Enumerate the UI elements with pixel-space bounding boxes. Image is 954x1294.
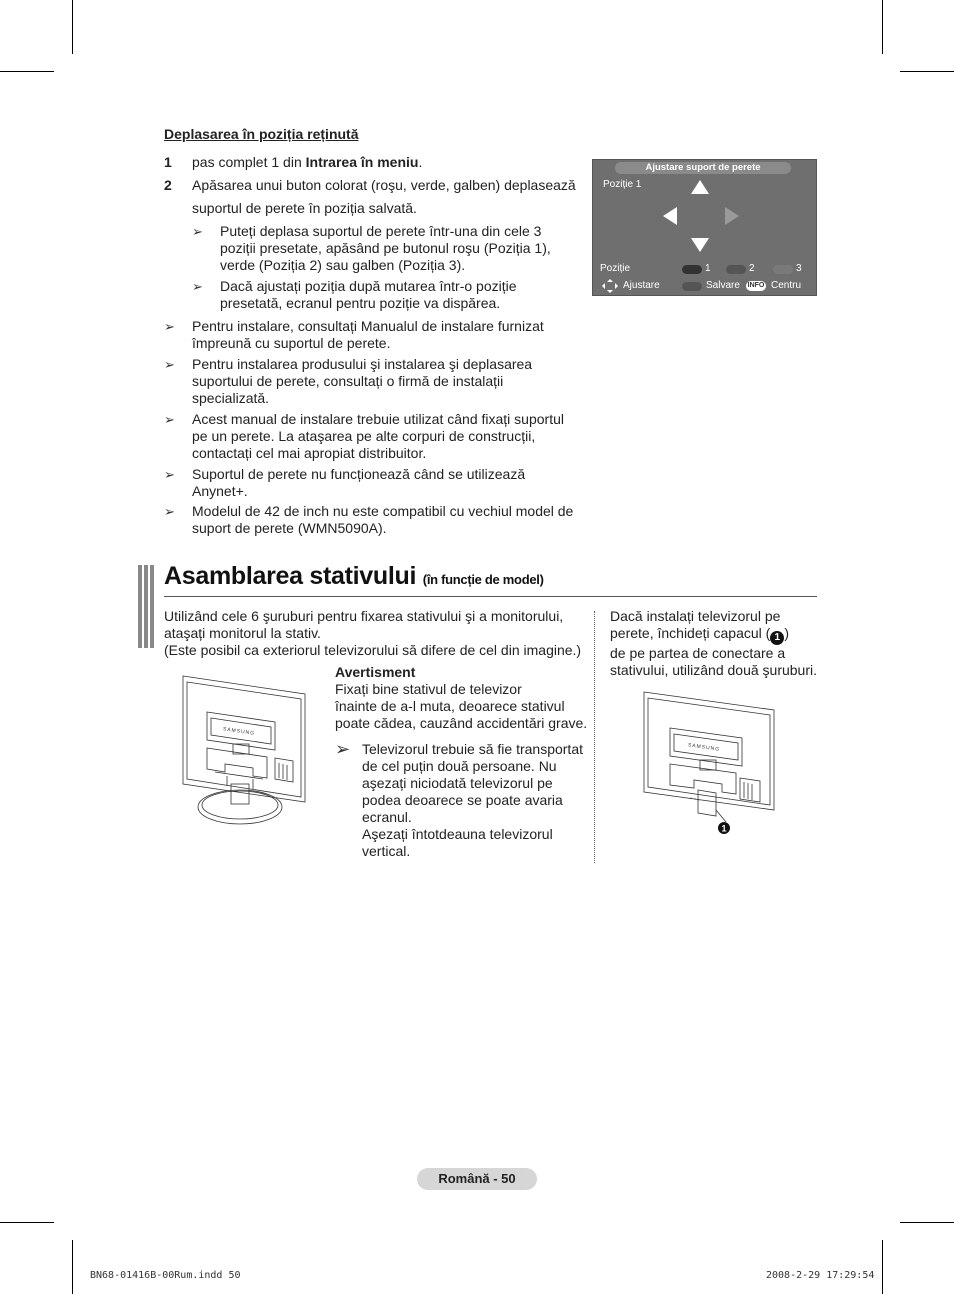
note (192, 503, 573, 537)
step-text (192, 154, 422, 171)
callout-1-icon: 1 (770, 631, 784, 645)
osd-direction-pad (655, 178, 745, 254)
crop-mark (72, 1240, 73, 1294)
green-button-icon[interactable] (726, 265, 746, 274)
line: (Este posibil ca exteriorul televizorului să difere de cel din imagine.) (164, 642, 582, 658)
line: podea deoarece se poate avaria (362, 792, 563, 808)
line: Televizorul trebuie să fie transportat (362, 741, 583, 757)
osd-save-label: Salvare (706, 280, 740, 291)
note (192, 318, 544, 352)
line: suport de perete (WMN5090A). (192, 520, 387, 536)
osd-row-label: Poziție (600, 263, 631, 274)
arrow-up-icon[interactable] (691, 180, 709, 194)
step-text: suportul de perete în poziția salvată. (192, 200, 417, 216)
sub-note (220, 223, 551, 274)
crop-mark (72, 0, 73, 54)
side-bar-decoration (150, 565, 154, 648)
crop-mark (0, 1222, 54, 1223)
line: Suportul de perete nu funcționează când se utilizează (192, 466, 526, 482)
line: Anynet+. (192, 483, 248, 499)
line: vertical. (362, 843, 411, 859)
warning-block (335, 664, 587, 732)
note-arrow-icon: ➢ (192, 224, 203, 239)
osd-wall-mount-panel (592, 159, 817, 296)
tv-wall-cover-illustration (640, 690, 780, 838)
line (610, 625, 817, 645)
callout-number: 1 (721, 823, 727, 834)
step-number: 1 (164, 154, 172, 170)
line: verde (Poziția 2) sau galben (Poziția 3). (220, 257, 466, 273)
transport-tip (362, 741, 583, 860)
step-number: 2 (164, 177, 172, 193)
brand-logo: SAMSUNG (222, 726, 256, 737)
line: contactați cel mai apropiat distribuitor. (192, 445, 427, 461)
line: Acest manual de instalare trebuie utilizat când fixați suportul (192, 411, 564, 427)
osd-center-label: Centru (771, 280, 802, 291)
footer-file: BN68-01416B-00Rum.indd 50 (90, 1270, 241, 1281)
wall-install-text (610, 608, 817, 679)
line: poate cădea, cauzând accidentări grave. (335, 715, 588, 731)
note-arrow-icon: ➢ (164, 467, 175, 482)
line: ecranul. (362, 809, 412, 825)
line: ataşați monitorul la stativ. (164, 625, 321, 641)
note (192, 356, 532, 407)
crop-mark (900, 71, 954, 72)
section-heading: Deplasarea în poziția reținută (164, 126, 359, 142)
sub-note (220, 278, 517, 312)
line: Modelul de 42 de inch nu este compatibil cu vechiul model de (192, 503, 574, 519)
line: pe un perete. La ataşarea pe alte corpuri de construcții, (192, 428, 536, 444)
step-text-post: . (418, 154, 423, 170)
move-icon (602, 279, 618, 293)
blue-button-icon[interactable] (682, 282, 702, 291)
osd-title: Ajustare suport de perete (615, 162, 791, 174)
assembly-intro (164, 608, 581, 659)
title-main: Asamblarea stativului (164, 562, 417, 590)
note-arrow-icon: ➢ (335, 739, 351, 759)
osd-control-row (593, 279, 816, 295)
line: înainte de a-l muta, deoarece stativul (335, 698, 565, 714)
step-text-bold: Intrarea în meniu (305, 154, 419, 170)
osd-position-label: Poziție 1 (603, 179, 642, 190)
page-number: Română - 50 (417, 1168, 537, 1190)
osd-position-value: 2 (749, 263, 755, 274)
title-subtitle: (în funcție de model) (422, 572, 544, 587)
page-title (164, 562, 544, 591)
line: Pentru instalarea produsului şi instalarea şi deplasarea (192, 356, 533, 372)
line: presetată, ecranul pentru poziție va dispărea. (220, 295, 501, 311)
line: de cel puțin două persoane. Nu (362, 758, 557, 774)
crop-mark (882, 0, 883, 54)
line: stativului, utilizând două şuruburi. (610, 662, 818, 678)
line: Pentru instalare, consultați Manualul de instalare furnizat (192, 318, 544, 334)
footer-date: 2008-2-29 17:29:54 (766, 1270, 875, 1281)
crop-mark (0, 71, 54, 72)
tv-stand-illustration (175, 672, 310, 832)
info-button-icon[interactable]: INFO (747, 282, 765, 289)
osd-position-value: 1 (705, 263, 711, 274)
arrow-left-icon[interactable] (663, 207, 677, 225)
line: Puteți deplasa suportul de perete într-una din cele 3 (220, 223, 542, 239)
line: Fixați bine stativul de televizor (335, 681, 522, 697)
title-divider (164, 596, 817, 597)
arrow-down-icon[interactable] (691, 238, 709, 252)
red-button-icon[interactable] (682, 265, 702, 274)
note-arrow-icon: ➢ (164, 319, 175, 334)
side-bar-decoration (138, 565, 142, 648)
brand-logo: SAMSUNG (687, 742, 721, 753)
crop-mark (900, 1222, 954, 1223)
step-text: Apăsarea unui buton colorat (roşu, verde, galben) deplasează (192, 177, 576, 193)
line: Dacă ajustați poziția după mutarea într-o poziție (220, 278, 517, 294)
note (192, 411, 564, 462)
note (192, 466, 525, 500)
line: Dacă instalați televizorul pe (610, 608, 781, 624)
line-part: ) (784, 625, 789, 641)
note-arrow-icon: ➢ (192, 279, 203, 294)
line: împreună cu suportul de perete. (192, 335, 391, 351)
crop-mark (882, 1240, 883, 1294)
line: de pe partea de conectare a (610, 645, 786, 661)
arrow-right-icon[interactable] (725, 207, 739, 225)
line: suportului de perete, consultați o firmă de instalații (192, 373, 504, 389)
line: poziții presetate, apăsând pe butonul roşu (Poziția 1), (220, 240, 551, 256)
line: Aşezați întotdeauna televizorul (362, 826, 553, 842)
line: Utilizând cele 6 şuruburi pentru fixarea stativului şi a monitorului, (164, 608, 564, 624)
warning-title: Avertisment (335, 664, 416, 680)
line-part: perete, închideți capacul ( (610, 625, 771, 641)
osd-position-value: 3 (796, 263, 802, 274)
step-text-pre: pas complet 1 din (192, 154, 306, 170)
note-arrow-icon: ➢ (164, 412, 175, 427)
side-bar-decoration (144, 565, 148, 648)
osd-position-row (593, 262, 816, 278)
line: specializată. (192, 390, 270, 406)
line: aşezați niciodată televizorul pe (362, 775, 553, 791)
column-divider (594, 611, 595, 863)
note-arrow-icon: ➢ (164, 357, 175, 372)
osd-adjust-label: Ajustare (623, 280, 660, 291)
yellow-button-icon[interactable] (773, 265, 793, 274)
note-arrow-icon: ➢ (164, 504, 175, 519)
